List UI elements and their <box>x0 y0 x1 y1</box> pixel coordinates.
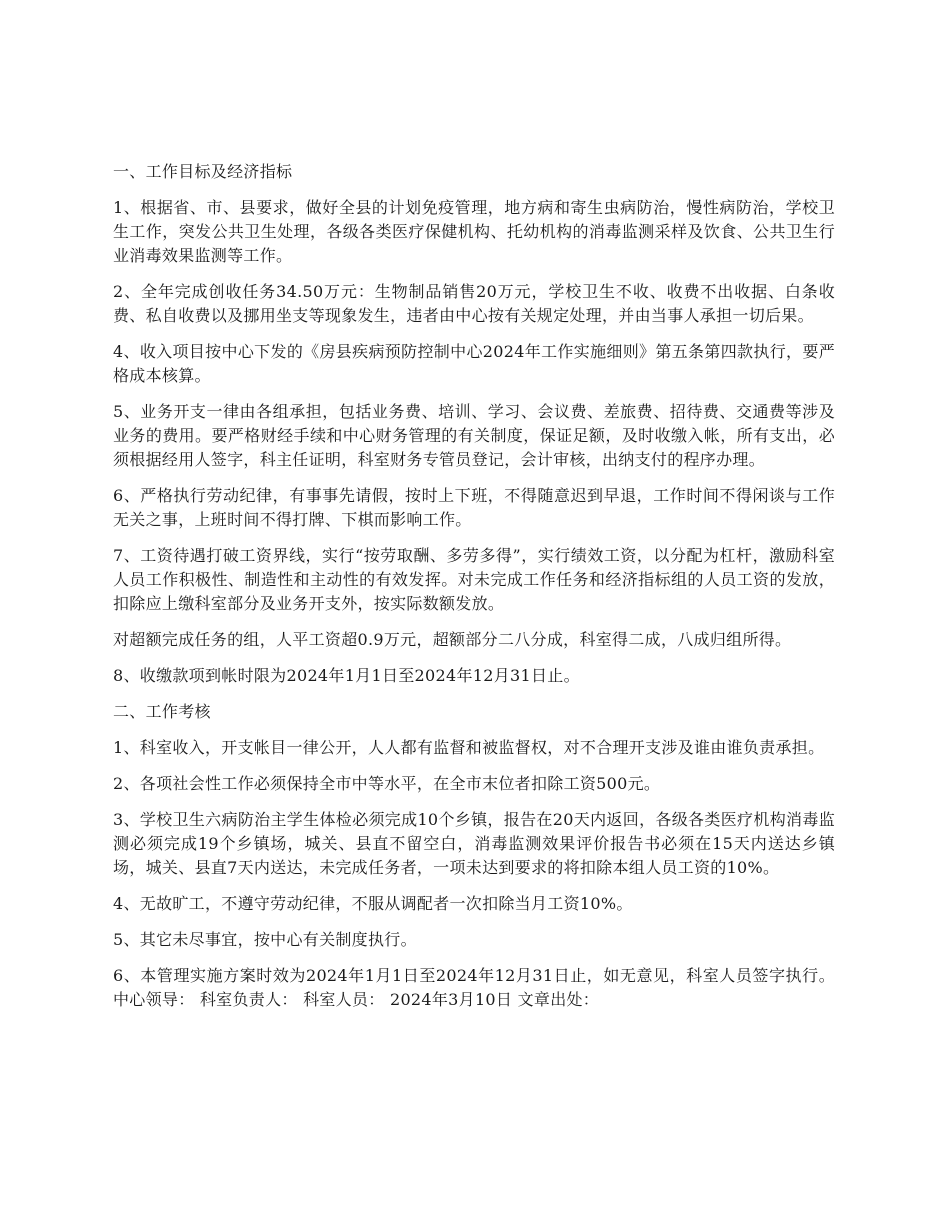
assessment-item-5: 5、其它未尽事宜，按中心有关制度执行。 <box>113 930 417 949</box>
paragraph-7-addendum: 对超额完成任务的组，人平工资超0.9万元，超额部分二八分成，科室得二成，八成归组所得。 <box>113 630 792 649</box>
assessment-item-6: 6、本管理实施方案时效为2024年1月1日至2024年12月31日止，如无意见，科室人员签字执行。 中心领导： 科室负责人： 科室人员： 2024年3月10日 文章出处： <box>113 966 835 1009</box>
paragraph-8: 8、收缴款项到帐时限为2024年1月1日至2024年12月31日止。 <box>113 666 580 685</box>
document-page <box>113 160 835 1024</box>
assessment-item-1: 1、科室收入，开支帐目一律公开，人人都有监督和被监督权，对不合理开支涉及谁由谁负责承担。 <box>113 738 825 757</box>
section-heading-assessment: 二、工作考核 <box>113 702 211 721</box>
assessment-item-4: 4、无故旷工，不遵守劳动纪律，不服从调配者一次扣除当月工资10%。 <box>113 894 633 913</box>
paragraph-2: 2、全年完成创收任务34.50万元：生物制品销售20万元，学校卫生不收、收费不出收据、白条收费、私自收费以及挪用坐支等现象发生，违者由中心按有关规定处理，并由当事人承担一切后果。 <box>113 282 835 325</box>
paragraph-7: 7、工资待遇打破工资界线，实行“按劳取酬、多劳多得”，实行绩效工资，以分配为杠杆，激励科室人员工作积极性、制造性和主动性的有效发挥。对未完成工作任务和经济指标组的人员工资的发放，扣除应上缴科室部分及业务开支外，按实际数额发放。 <box>113 546 835 613</box>
assessment-item-2: 2、各项社会性工作必须保持全市中等水平，在全市末位者扣除工资500元。 <box>113 774 661 793</box>
paragraph-1: 1、根据省、市、县要求，做好全县的计划免疫管理，地方病和寄生虫病防治，慢性病防治，学校卫生工作，突发公共卫生处理，各级各类医疗保健机构、托幼机构的消毒监测采样及饮食、公共卫生行业消毒效果监测等工作。 <box>113 198 835 265</box>
paragraph-4: 4、收入项目按中心下发的《房县疾病预防控制中心2024年工作实施细则》第五条第四款执行，要严格成本核算。 <box>113 342 835 385</box>
paragraph-5: 5、业务开支一律由各组承担，包括业务费、培训、学习、会议费、差旅费、招待费、交通费等涉及业务的费用。要严格财经手续和中心财务管理的有关制度，保证足额，及时收缴入帐，所有支出，必须根据经用人签字，科主任证明，科室财务专管员登记，会计审核，出纳支付的程序办理。 <box>113 402 835 469</box>
paragraph-6: 6、严格执行劳动纪律，有事事先请假，按时上下班，不得随意迟到早退，工作时间不得闲谈与工作无关之事，上班时间不得打牌、下棋而影响工作。 <box>113 486 835 529</box>
assessment-item-3: 3、学校卫生六病防治主学生体检必须完成10个乡镇，报告在20天内返回，各级各类医疗机构消毒监测必须完成19个乡镇场，城关、县直不留空白，消毒监测效果评价报告书必须在15天内送达乡镇场，城关、县直7天内送达，未完成任务者，一项未达到要求的将扣除本组人员工资的10%。 <box>113 810 835 877</box>
section-heading-goals: 一、工作目标及经济指标 <box>113 162 293 181</box>
